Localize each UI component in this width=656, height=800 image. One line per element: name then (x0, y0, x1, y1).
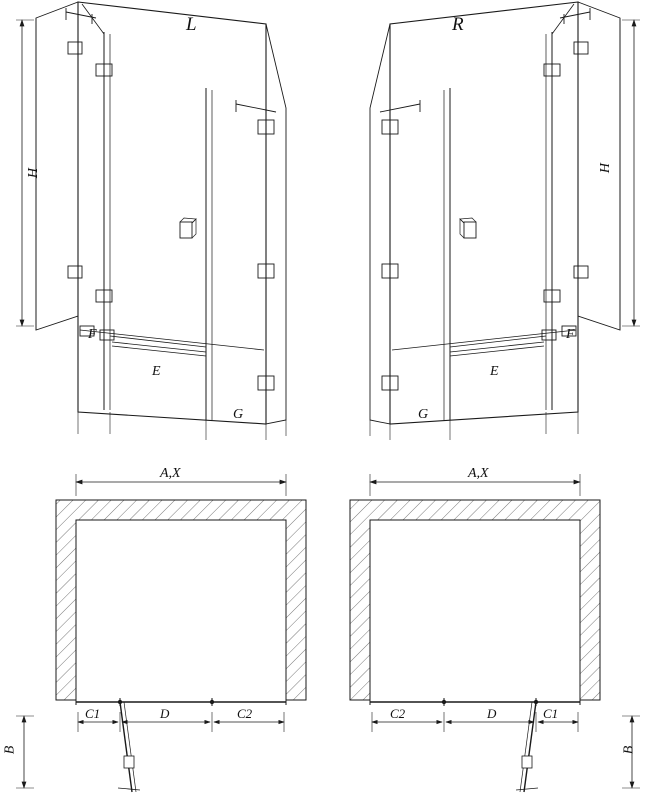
elevation-right-view (370, 2, 640, 440)
dim-label-b-right: B (621, 745, 637, 755)
dim-label-b-left: B (2, 745, 18, 755)
dim-label-g-right: G (418, 407, 429, 422)
dim-label-d-right: D (487, 706, 497, 721)
dim-label-h-left: H (26, 167, 42, 179)
dim-label-c1-left: C1 (85, 706, 101, 721)
dim-label-ax-right: A,X (468, 466, 489, 481)
view-title-right: R (452, 14, 464, 35)
dim-label-c1-right: C1 (543, 706, 559, 721)
dim-label-f-right: F (566, 327, 575, 342)
plan-right-view (350, 474, 640, 792)
dim-label-ax-left: A,X (160, 466, 181, 481)
dim-label-c2-left: C2 (237, 706, 253, 721)
dim-label-c2-right: C2 (390, 706, 406, 721)
dim-label-f-left: F (88, 327, 97, 342)
dim-label-d-left: D (160, 706, 170, 721)
plan-left-view (16, 474, 306, 792)
dim-label-e-left: E (152, 364, 161, 379)
dim-label-e-right: E (490, 364, 499, 379)
dim-label-h-right: H (598, 162, 614, 174)
view-title-left: L (186, 14, 197, 35)
dim-label-g-left: G (233, 407, 244, 422)
elevation-left-view (16, 2, 286, 440)
